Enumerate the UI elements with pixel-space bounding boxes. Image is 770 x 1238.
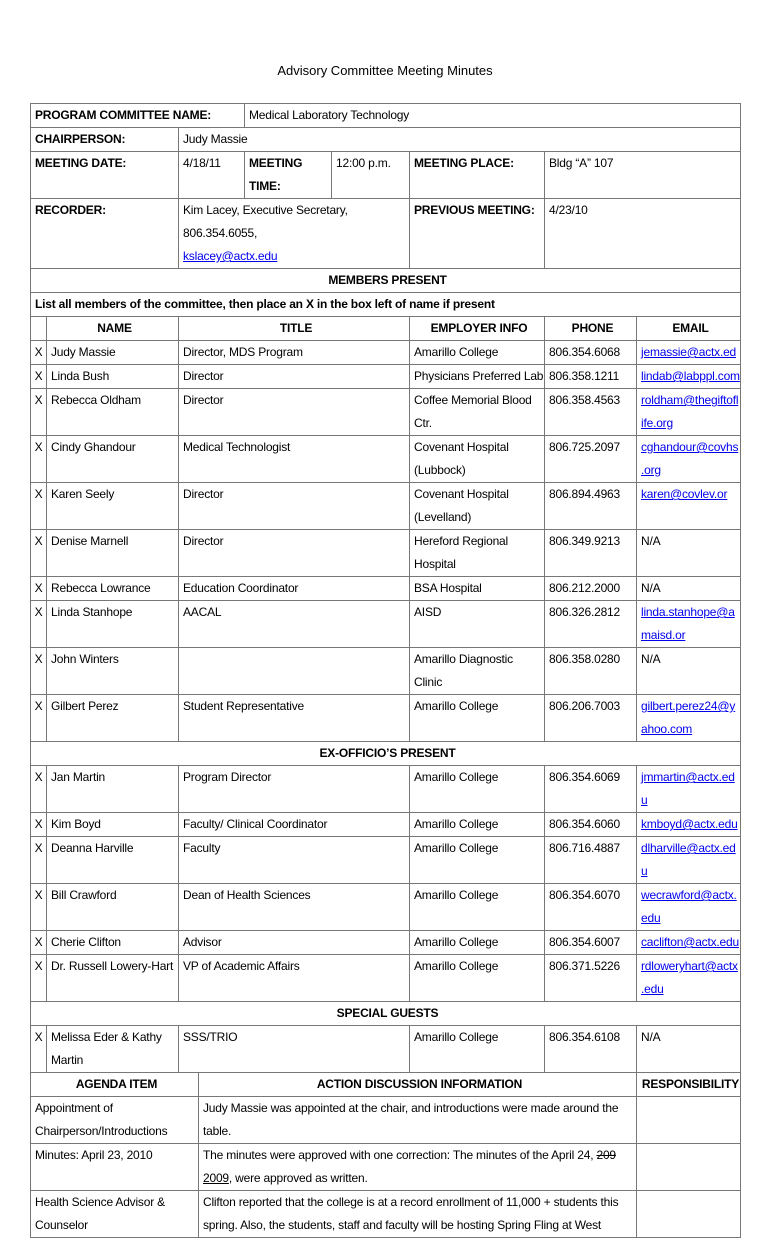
member-name: Judy Massie: [47, 341, 179, 365]
member-email-link[interactable]: linda.stanhope@amaisd.or: [641, 605, 735, 642]
agenda-row: [31, 1144, 741, 1191]
member-row: [31, 530, 741, 577]
document-title: Advisory Committee Meeting Minutes: [277, 63, 493, 78]
col-name: NAME: [47, 317, 179, 341]
member-employer: Coffee Memorial Blood Ctr.: [410, 389, 545, 436]
member-row: [31, 931, 741, 955]
member-email-link[interactable]: roldham@thegiftoflife.org: [641, 393, 739, 430]
member-title: Director: [179, 389, 410, 436]
prev-meeting-label: PREVIOUS MEETING:: [410, 199, 545, 269]
member-name: Cherie Clifton: [47, 931, 179, 955]
member-email-link[interactable]: rdloweryhart@actx.edu: [641, 959, 738, 996]
recorder-email-link[interactable]: kslacey@actx.edu: [183, 249, 278, 263]
members-instruction: List all members of the committee, then place an X in the box left of name if present: [31, 293, 741, 317]
col-email: EMAIL: [637, 317, 741, 341]
member-email: [637, 695, 741, 742]
member-email-link[interactable]: karen@covlev.or: [641, 487, 728, 501]
member-employer: Covenant Hospital (Levelland): [410, 483, 545, 530]
member-title: Director: [179, 365, 410, 389]
present-mark: X: [31, 884, 47, 931]
member-name: Deanna Harville: [47, 837, 179, 884]
member-email-link[interactable]: wecrawford@actx.edu: [641, 888, 737, 925]
col-phone: PHONE: [545, 317, 637, 341]
member-email-link[interactable]: dlharville@actx.edu: [641, 841, 736, 878]
present-mark: X: [31, 577, 47, 601]
agenda-item: Appointment of Chairperson/Introductions: [31, 1097, 199, 1144]
member-phone: 806.354.6069: [545, 766, 637, 813]
member-email-link[interactable]: jmmartin@actx.edu: [641, 770, 735, 807]
member-name: Rebecca Oldham: [47, 389, 179, 436]
agenda-info-part: The minutes were approved with one correction: The minutes of the April 24,: [203, 1148, 597, 1162]
member-phone: 806.326.2812: [545, 601, 637, 648]
present-mark: X: [31, 837, 47, 884]
date-label: MEETING DATE:: [31, 152, 179, 199]
agenda-responsibility: [637, 1144, 741, 1191]
member-row: [31, 955, 741, 1002]
member-phone: 806.725.2097: [545, 436, 637, 483]
member-email: [637, 601, 741, 648]
agenda-item: Health Science Advisor & Counselor: [31, 1191, 199, 1238]
member-row: [31, 601, 741, 648]
present-mark: X: [31, 955, 47, 1002]
member-email-link[interactable]: jemassie@actx.ed: [641, 345, 737, 359]
recorder-value: [179, 199, 410, 269]
member-email: [637, 766, 741, 813]
member-phone: 806.206.7003: [545, 695, 637, 742]
member-employer: Physicians Preferred Lab: [410, 365, 545, 389]
member-phone: 806.212.2000: [545, 577, 637, 601]
member-employer: Amarillo College: [410, 837, 545, 884]
members-heading: MEMBERS PRESENT: [31, 269, 741, 293]
col-title: TITLE: [179, 317, 410, 341]
member-email: N/A: [637, 648, 741, 695]
member-title: Director: [179, 530, 410, 577]
member-employer: Covenant Hospital (Lubbock): [410, 436, 545, 483]
agenda-item: Minutes: April 23, 2010: [31, 1144, 199, 1191]
member-title: Faculty/ Clinical Coordinator: [179, 813, 410, 837]
member-email-link[interactable]: gilbert.perez24@yahoo.com: [641, 699, 736, 736]
member-email-link[interactable]: caclifton@actx.edu: [641, 935, 739, 949]
member-title: Student Representative: [179, 695, 410, 742]
agenda-info-part: , were approved as written.: [228, 1171, 368, 1185]
present-mark: X: [31, 341, 47, 365]
member-name: Dr. Russell Lowery-Hart: [47, 955, 179, 1002]
member-phone: 806.894.4963: [545, 483, 637, 530]
member-email: [637, 955, 741, 1002]
agenda-responsibility: [637, 1191, 741, 1238]
member-name: Karen Seely: [47, 483, 179, 530]
member-name: Linda Bush: [47, 365, 179, 389]
agenda-row: [31, 1097, 741, 1144]
chair-label: CHAIRPERSON:: [31, 128, 179, 152]
present-mark: X: [31, 648, 47, 695]
member-title: SSS/TRIO: [179, 1026, 410, 1073]
member-employer: Amarillo College: [410, 341, 545, 365]
member-row: [31, 813, 741, 837]
member-email: N/A: [637, 1026, 741, 1073]
member-title: Education Coordinator: [179, 577, 410, 601]
present-mark: X: [31, 813, 47, 837]
agenda-col-item: AGENDA ITEM: [31, 1073, 199, 1097]
member-title: Program Director: [179, 766, 410, 813]
member-row: [31, 577, 741, 601]
member-row: [31, 766, 741, 813]
member-employer: Amarillo College: [410, 813, 545, 837]
member-email: N/A: [637, 577, 741, 601]
program-label: PROGRAM COMMITTEE NAME:: [31, 104, 245, 128]
present-mark: X: [31, 695, 47, 742]
member-name: Rebecca Lowrance: [47, 577, 179, 601]
member-email: [637, 341, 741, 365]
member-email: [637, 931, 741, 955]
member-phone: 806.354.6068: [545, 341, 637, 365]
time-value: 12:00 p.m.: [332, 152, 410, 199]
member-email-link[interactable]: cghandour@covhs.org: [641, 440, 739, 477]
member-email: [637, 436, 741, 483]
member-name: Denise Marnell: [47, 530, 179, 577]
minutes-table: [30, 103, 741, 1238]
member-email-link[interactable]: lindab@labppl.com: [641, 369, 740, 383]
member-employer: Amarillo College: [410, 931, 545, 955]
member-email: [637, 483, 741, 530]
col-x: [31, 317, 47, 341]
member-employer: Hereford Regional Hospital: [410, 530, 545, 577]
agenda-responsibility: [637, 1097, 741, 1144]
member-row: [31, 341, 741, 365]
member-email: [637, 837, 741, 884]
member-row: [31, 884, 741, 931]
place-label: MEETING PLACE:: [410, 152, 545, 199]
member-title: Faculty: [179, 837, 410, 884]
prev-meeting-value: 4/23/10: [545, 199, 741, 269]
agenda-row: [31, 1191, 741, 1238]
member-employer: Amarillo College: [410, 884, 545, 931]
member-row: [31, 365, 741, 389]
member-phone: 806.354.6108: [545, 1026, 637, 1073]
member-email-link[interactable]: kmboyd@actx.edu: [641, 817, 738, 831]
member-title: VP of Academic Affairs: [179, 955, 410, 1002]
member-phone: 806.349.9213: [545, 530, 637, 577]
time-label: MEETING TIME:: [245, 152, 332, 199]
member-name: John Winters: [47, 648, 179, 695]
agenda-info: Clifton reported that the college is at a record enrollment of 11,000 + students this spring. Also, the students, staff and faculty will be hosting Spring Fling at West: [199, 1191, 637, 1238]
exofficio-heading: EX-OFFICIO’S PRESENT: [31, 742, 741, 766]
member-employer: Amarillo College: [410, 766, 545, 813]
member-name: Gilbert Perez: [47, 695, 179, 742]
member-row: [31, 436, 741, 483]
present-mark: X: [31, 365, 47, 389]
member-employer: Amarillo Diagnostic Clinic: [410, 648, 545, 695]
member-phone: 806.354.6070: [545, 884, 637, 931]
member-name: Bill Crawford: [47, 884, 179, 931]
agenda-info: Judy Massie was appointed at the chair, and introductions were made around the table.: [199, 1097, 637, 1144]
member-phone: 806.354.6060: [545, 813, 637, 837]
member-title: [179, 648, 410, 695]
member-name: Melissa Eder & Kathy Martin: [47, 1026, 179, 1073]
member-title: Advisor: [179, 931, 410, 955]
member-phone: 806.371.5226: [545, 955, 637, 1002]
chair-value: Judy Massie: [179, 128, 741, 152]
present-mark: X: [31, 601, 47, 648]
agenda-col-resp: RESPONSIBILITY: [637, 1073, 741, 1097]
present-mark: X: [31, 1026, 47, 1073]
member-row: [31, 648, 741, 695]
present-mark: X: [31, 766, 47, 813]
member-employer: BSA Hospital: [410, 577, 545, 601]
member-phone: 806.358.4563: [545, 389, 637, 436]
present-mark: X: [31, 389, 47, 436]
place-value: Bldg “A” 107: [545, 152, 741, 199]
present-mark: X: [31, 483, 47, 530]
member-phone: 806.354.6007: [545, 931, 637, 955]
member-employer: Amarillo College: [410, 955, 545, 1002]
member-row: [31, 483, 741, 530]
member-email: [637, 884, 741, 931]
member-row: [31, 837, 741, 884]
agenda-info-part: 209: [596, 1148, 616, 1162]
member-email: [637, 365, 741, 389]
agenda-info: [199, 1144, 637, 1191]
member-title: Medical Technologist: [179, 436, 410, 483]
member-name: Kim Boyd: [47, 813, 179, 837]
member-row: [31, 389, 741, 436]
program-value: Medical Laboratory Technology: [245, 104, 741, 128]
member-title: AACAL: [179, 601, 410, 648]
present-mark: X: [31, 530, 47, 577]
member-name: Linda Stanhope: [47, 601, 179, 648]
guests-heading: SPECIAL GUESTS: [31, 1002, 741, 1026]
agenda-info-part: 2009: [203, 1171, 229, 1185]
member-email: N/A: [637, 530, 741, 577]
member-email: [637, 813, 741, 837]
col-employer: EMPLOYER INFO: [410, 317, 545, 341]
recorder-text: Kim Lacey, Executive Secretary, 806.354.6055,: [183, 203, 348, 240]
member-phone: 806.716.4887: [545, 837, 637, 884]
member-phone: 806.358.1211: [545, 365, 637, 389]
member-title: Director, MDS Program: [179, 341, 410, 365]
present-mark: X: [31, 931, 47, 955]
member-phone: 806.358.0280: [545, 648, 637, 695]
member-employer: Amarillo College: [410, 695, 545, 742]
member-name: Jan Martin: [47, 766, 179, 813]
member-name: Cindy Ghandour: [47, 436, 179, 483]
date-value: 4/18/11: [179, 152, 245, 199]
member-employer: Amarillo College: [410, 1026, 545, 1073]
member-email: [637, 389, 741, 436]
member-title: Director: [179, 483, 410, 530]
member-row: [31, 695, 741, 742]
present-mark: X: [31, 436, 47, 483]
member-employer: AISD: [410, 601, 545, 648]
agenda-col-info: ACTION DISCUSSION INFORMATION: [199, 1073, 637, 1097]
member-title: Dean of Health Sciences: [179, 884, 410, 931]
recorder-label: RECORDER:: [31, 199, 179, 269]
member-row: [31, 1026, 741, 1073]
